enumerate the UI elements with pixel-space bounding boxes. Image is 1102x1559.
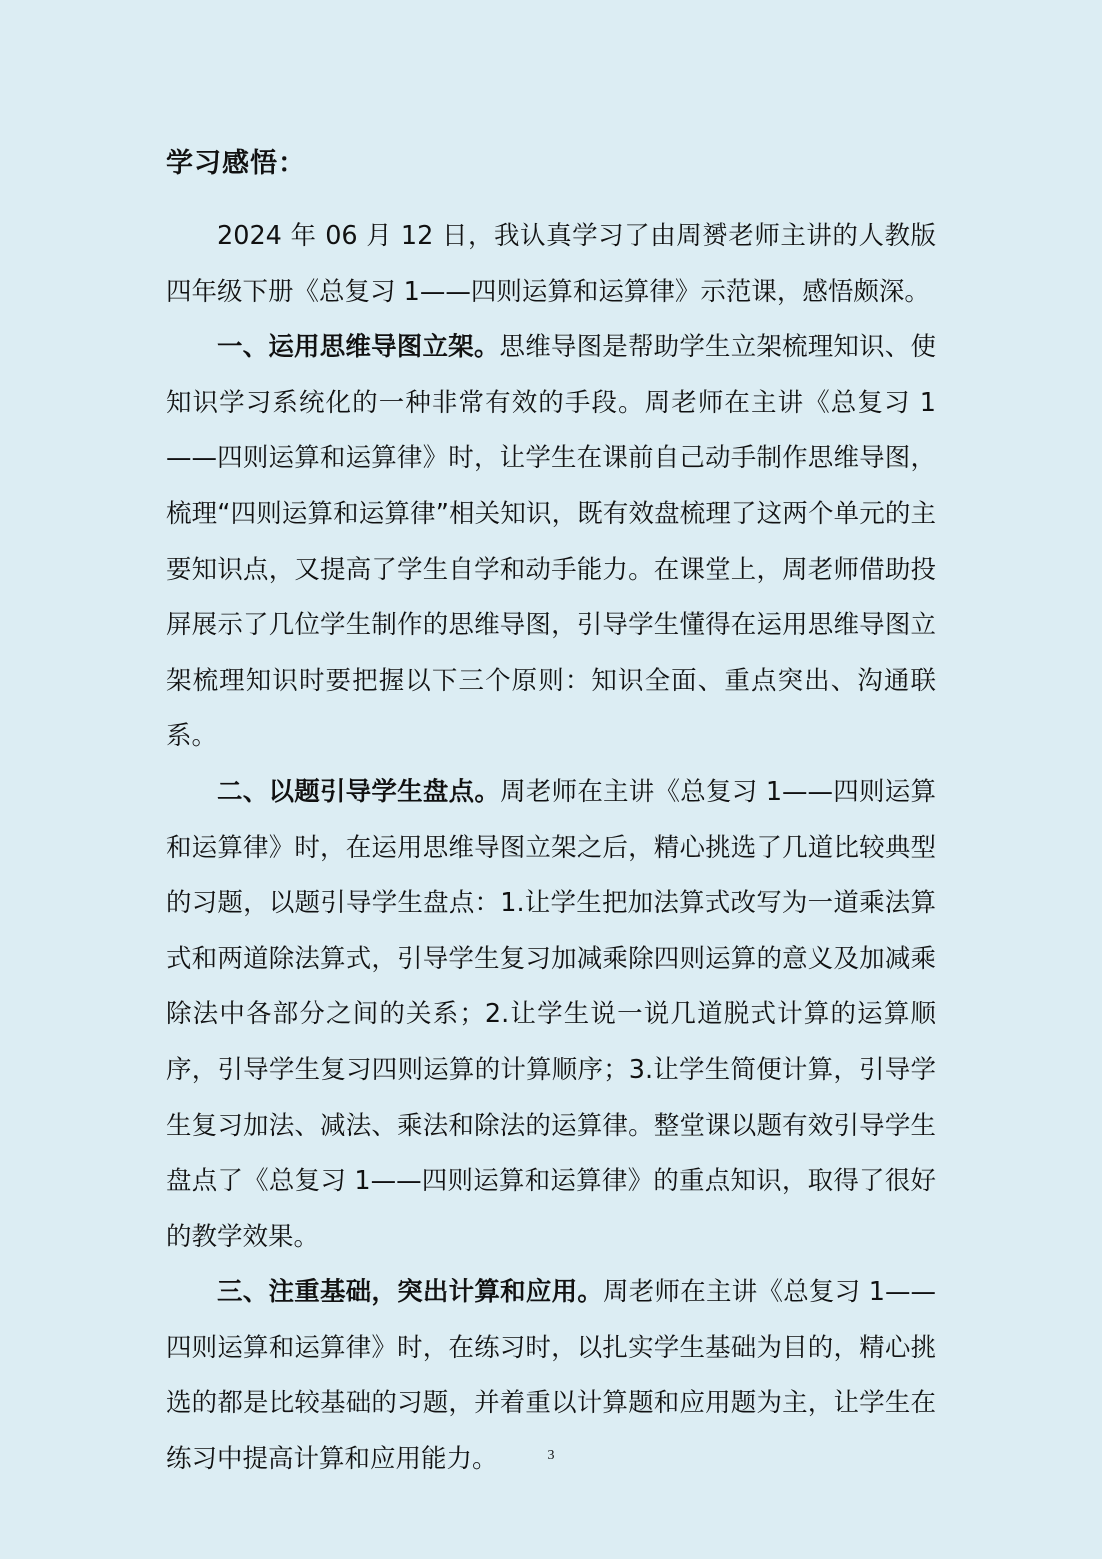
- document-body: [166, 136, 936, 1488]
- paragraph-1: [166, 209, 936, 320]
- paragraph-text: 周老师在主讲《总复习 1——四则运算和运算律》时，在运用思维导图立架之后，精心挑选了几道比较典型的习题，以题引导学生盘点：1.让学生把加法算式改写为一道乘法算式和两道除法算式，引导学生复习加减乘除四则运算的意义及加减乘除法中各部分之间的关系；2.让学生说一说几道脱式计算的运算顺序，引导学生复习四则运算的计算顺序；3.让学生简便计算，引导学生复习加法、减法、乘法和除法的运算律。整堂课以题有效引导学生盘点了《总复习 1——四则运算和运算律》的重点知识，取得了很好的教学效果。: [166, 776, 936, 1252]
- paragraph-2: [166, 320, 936, 765]
- paragraph-lead: 一、运用思维导图立架。: [217, 332, 500, 363]
- paragraph-lead: 二、以题引导学生盘点。: [217, 776, 501, 807]
- page-number: 3: [547, 1448, 555, 1463]
- paragraph-3: [166, 765, 936, 1265]
- paragraph-lead: 三、注重基础，突出计算和应用。: [217, 1277, 604, 1308]
- paragraph-text: 2024 年 06 月 12 日，我认真学习了由周赟老师主讲的人教版四年级下册《总复习 1——四则运算和运算律》示范课，感悟颇深。: [166, 221, 936, 307]
- paragraph-text: 周老师在主讲《总复习 1——四则运算和运算律》时，在练习时，以扎实学生基础为目的，精心挑选的都是比较基础的习题，并着重以计算题和应用题为主，让学生在练习中提高计算和应用能力。: [166, 1277, 936, 1475]
- page-title: 学习感悟：: [166, 148, 306, 179]
- paragraph-text: 思维导图是帮助学生立架梳理知识、使知识学习系统化的一种非常有效的手段。周老师在主讲《总复习 1——四则运算和运算律》时，让学生在课前自己动手制作思维导图，梳理“四则运算和运算律”相关知识，既有效盘梳理了这两个单元的主要知识点，又提高了学生自学和动手能力。在课堂上，周老师借助投屏展示了几位学生制作的思维导图，引导学生懂得在运用思维导图立架梳理知识时要把握以下三个原则：知识全面、重点突出、沟通联系。: [166, 332, 936, 752]
